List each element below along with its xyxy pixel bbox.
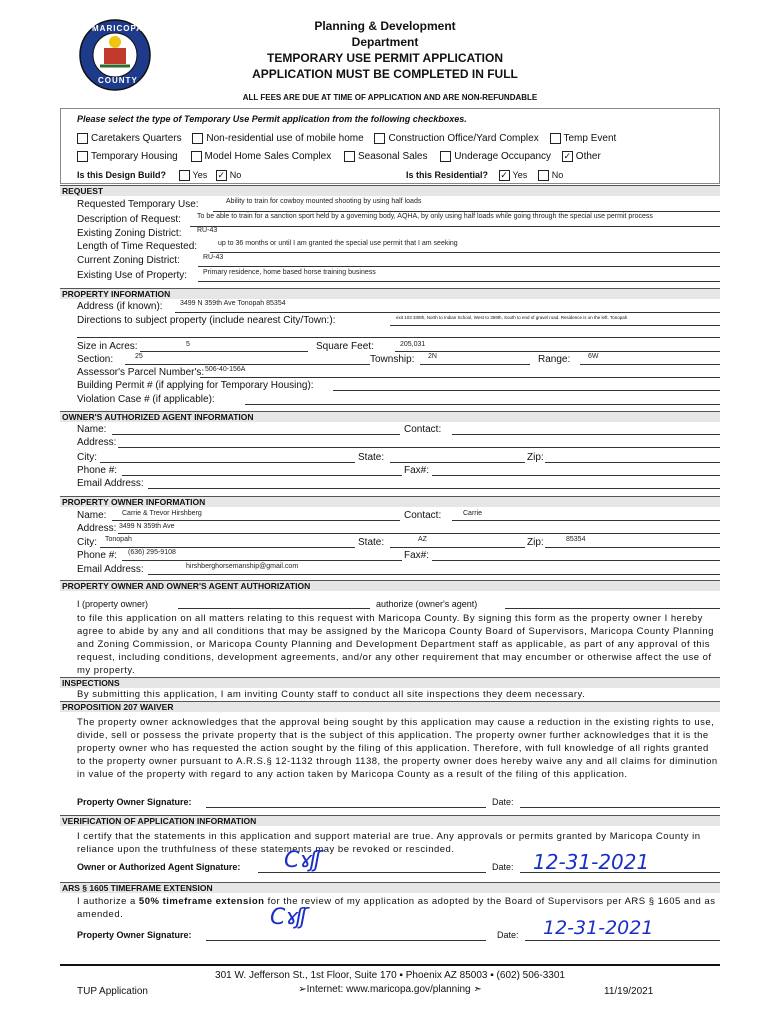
header-line-2: Department	[351, 35, 419, 49]
current-zoning-value[interactable]: RU-43	[203, 254, 224, 261]
address-value[interactable]: 3499 N 359th Ave Tonopah 85354	[180, 300, 286, 307]
desc-label: Description of Request:	[77, 214, 181, 225]
acres-label: Size in Acres:	[77, 341, 138, 352]
section-value[interactable]: 25	[135, 353, 143, 360]
owner-email-label: Email Address:	[77, 564, 144, 575]
range-label: Range:	[538, 354, 571, 365]
residential-row	[406, 170, 563, 181]
checkbox-seasonal-sales[interactable]: Seasonal Sales	[344, 151, 428, 162]
verification-date-value[interactable]: 12-31-2021	[533, 850, 650, 874]
section-inspections: INSPECTIONS	[60, 677, 720, 688]
footer-date: 11/19/2021	[604, 986, 654, 997]
owner-contact-value[interactable]: Carrie	[463, 510, 483, 517]
residential-yes-checkbox[interactable]: ✓ Yes	[500, 170, 528, 181]
owner-address-value[interactable]: 3499 N 359th Ave	[119, 523, 175, 530]
design-yes-checkbox[interactable]: Yes	[179, 170, 208, 180]
residential-question: Is this Residential?	[406, 170, 489, 180]
checkbox-underage-occupancy[interactable]: Underage Occupancy	[440, 151, 551, 162]
type-row-1	[77, 133, 616, 144]
directions-value[interactable]: exit 103 339th, North to Indian School, West to 359th, South to end of gravel road. Residence is on the left. Tonopah	[396, 315, 628, 320]
section-authorization: PROPERTY OWNER AND OWNER'S AGENT AUTHORIZATION	[60, 580, 720, 591]
existing-use-value[interactable]: Primary residence, home based horse training business	[203, 269, 376, 276]
agent-name-label: Name:	[77, 424, 107, 435]
design-build-question: Is this Design Build?	[77, 170, 167, 180]
section-agent: OWNER'S AUTHORIZED AGENT INFORMATION	[60, 411, 720, 422]
type-instruction: Please select the type of Temporary Use Permit application from the following checkboxes.	[77, 114, 467, 124]
owner-city-value[interactable]: Tonopah	[105, 536, 132, 543]
checkbox-temporary-housing[interactable]: Temporary Housing	[77, 151, 178, 162]
existing-use-label: Existing Use of Property:	[77, 270, 188, 281]
ars-text: I authorize a 50% timeframe extension for the review of my application as adopted by the Board of Supervisors per ARS § 1605 and as amended.	[77, 896, 716, 920]
owner-name-value[interactable]: Carrie & Trevor Hirshberg	[122, 510, 202, 517]
section-verification: VERIFICATION OF APPLICATION INFORMATION	[60, 815, 720, 826]
inspections-text: By submitting this application, I am inviting County staff to conduct all site inspections they deem necessary.	[77, 689, 586, 700]
agent-state-label: State:	[358, 452, 385, 463]
desc-value[interactable]: To be able to train for a sanction sport held by a governing body, AQHA, by only using half loads while going through the special use permit process	[197, 213, 653, 220]
section-owner: PROPERTY OWNER INFORMATION	[60, 496, 720, 507]
owner-zip-label: Zip:	[527, 537, 544, 548]
use-value[interactable]: Ability to train for cowboy mounted shooting by using half loads	[226, 198, 422, 205]
owner-name-label: Name:	[77, 510, 107, 521]
township-value[interactable]: 2N	[428, 353, 437, 360]
violation-label: Violation Case # (if applicable):	[77, 394, 215, 405]
ars-date-label: Date:	[497, 930, 519, 940]
owner-contact-label: Contact:	[404, 510, 442, 521]
header-line-4: APPLICATION MUST BE COMPLETED IN FULL	[252, 67, 518, 81]
ars-signature: Cɤʃʃ	[270, 905, 305, 930]
residential-no-checkbox[interactable]: No	[538, 170, 564, 180]
checkbox-mobile-home[interactable]: Non-residential use of mobile home	[192, 133, 363, 144]
zoning-label: Existing Zoning District:	[77, 228, 182, 239]
agent-zip-label: Zip:	[527, 452, 544, 463]
building-permit-label: Building Permit # (if applying for Temporary Housing):	[77, 380, 314, 391]
design-no-checkbox[interactable]: ✓ No	[217, 170, 242, 181]
verification-text: I certify that the statements in this application and support material are true. Any approvals or permits granted by Maricopa County in reliance upon the truthfulness of these statements may be revoked or rescinded.	[77, 831, 701, 855]
checkbox-caretakers[interactable]: Caretakers Quarters	[77, 133, 182, 144]
checkbox-temp-event[interactable]: Temp Event	[550, 133, 617, 144]
header	[200, 18, 570, 82]
verification-sig-label: Owner or Authorized Agent Signature:	[77, 862, 241, 872]
zoning-value[interactable]: RU-43	[197, 227, 218, 234]
footer-address: 301 W. Jefferson St., 1st Floor, Suite 170 ▪ Phoenix AZ 85003 ▪ (602) 506-3301	[215, 970, 565, 981]
ars-date-value[interactable]: 12-31-2021	[543, 917, 654, 939]
acres-value[interactable]: 5	[186, 341, 190, 348]
owner-phone-value[interactable]: (636) 295-9108	[128, 549, 176, 556]
footer-internet[interactable]: ➢Internet: www.maricopa.gov/planning ➣	[298, 984, 482, 995]
prop207-date-label: Date:	[492, 797, 514, 807]
seal-bottom-text: COUNTY	[98, 76, 138, 85]
owner-fax-label: Fax#:	[404, 550, 430, 561]
design-build-row	[77, 170, 241, 181]
address-label: Address (if known):	[77, 301, 163, 312]
checkbox-other[interactable]: ✓ Other	[563, 151, 601, 163]
agent-phone-label: Phone #:	[77, 465, 118, 476]
owner-email-value[interactable]: hirshberghorsemanship@gmail.com	[186, 563, 299, 570]
section-property: PROPERTY INFORMATION	[60, 288, 720, 299]
owner-state-label: State:	[358, 537, 385, 548]
checkbox-construction-office[interactable]: Construction Office/Yard Complex	[374, 133, 538, 144]
owner-zip-value[interactable]: 85354	[566, 536, 586, 543]
owner-authorize-label: I (property owner)	[77, 599, 149, 609]
header-line-3: TEMPORARY USE PERMIT APPLICATION	[266, 51, 503, 65]
range-value[interactable]: 6W	[588, 353, 599, 360]
apn-label: Assessor's Parcel Number's:	[77, 367, 205, 378]
section-prop207: PROPOSITION 207 WAIVER	[60, 701, 720, 712]
use-label: Requested Temporary Use:	[77, 199, 199, 210]
owner-address-label: Address:	[77, 523, 117, 534]
section-ars: ARS § 1605 TIMEFRAME EXTENSION	[60, 882, 720, 893]
sqft-label: Square Feet:	[316, 341, 374, 352]
type-row-2	[77, 151, 601, 162]
fees-notice: ALL FEES ARE DUE AT TIME OF APPLICATION AND ARE NON-REFUNDABLE	[242, 93, 538, 102]
verification-signature: Cɤʃʃ	[284, 848, 319, 873]
checkbox-model-home[interactable]: Model Home Sales Complex	[191, 151, 332, 162]
county-seal	[78, 18, 152, 92]
prop207-sig-label: Property Owner Signature:	[77, 797, 192, 807]
agent-city-label: City:	[77, 452, 97, 463]
header-line-1: Planning & Development	[314, 19, 456, 33]
section-request: REQUEST	[60, 185, 720, 196]
owner-city-label: City:	[77, 537, 97, 548]
agent-email-label: Email Address:	[77, 478, 144, 489]
apn-value[interactable]: 506-40-156A	[205, 366, 246, 373]
current-zoning-label: Current Zoning District:	[77, 255, 180, 266]
owner-phone-label: Phone #:	[77, 550, 118, 561]
seal-top-text: MARICOPA	[92, 24, 143, 33]
owner-state-value[interactable]: AZ	[418, 536, 427, 543]
agent-authorize-label: authorize (owner's agent)	[376, 599, 478, 609]
section-label: Section:	[77, 354, 114, 365]
agent-contact-label: Contact:	[404, 424, 442, 435]
ars-sig-label: Property Owner Signature:	[77, 930, 192, 940]
length-label: Length of Time Requested:	[77, 241, 198, 252]
sqft-value[interactable]: 205,031	[400, 341, 426, 348]
agent-address-label: Address:	[77, 437, 117, 448]
verification-date-label: Date:	[492, 862, 514, 872]
agent-fax-label: Fax#:	[404, 465, 430, 476]
footer-left: TUP Application	[77, 986, 148, 997]
prop207-text: The property owner acknowledges that the approval being sought by this application may cause a reduction in the existing rights to use, divide, sell or possess the private property that is the subject of this application. The property owner further acknowledges that it is the property owner who has requested the action sought by the filing of this application. Therefore, with full knowledge of all rights granted to the property owner pursuant to A.R.S.§ 12-1132 through 1138, the property owner does hereby waive any and all claims for diminution in value of the property with regard to any action taken by Maricopa County as a result of the filing of this application.	[77, 717, 718, 780]
authorization-text: to file this application on all matters relating to this request with Maricopa County. By signing this form as the property owner I hereby agree to abide by any and all conditions that may be assigned by the Maricopa County Board of Supervisors, Maricopa County Planning and Zoning Commission, or Maricopa County Planning and Development Department staff as applicable, as part of any approval of this request, including conditions, development agreements, and/or any other requirement that may encumber or otherwise affect the use of my property.	[77, 613, 714, 676]
length-value[interactable]: up to 36 months or until I am granted the special use permit that I am seeking	[218, 240, 458, 247]
township-label: Township:	[370, 354, 415, 365]
directions-label: Directions to subject property (include nearest City/Town:):	[77, 315, 336, 326]
